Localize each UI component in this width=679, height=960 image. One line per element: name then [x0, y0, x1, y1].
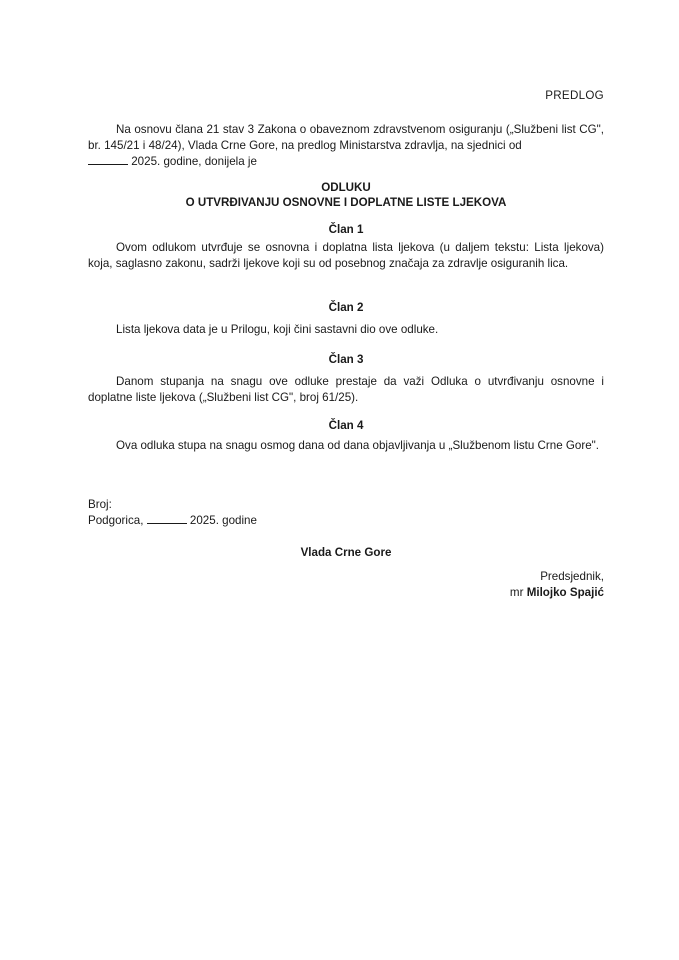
decision-title	[88, 180, 604, 210]
date-blank	[88, 154, 128, 165]
preamble-text: Na osnovu člana 21 stav 3 Zakona o obaveznom zdravstvenom osiguranju („Službeni list CG", br. 145/21 i 48/24), Vlada Crne Gore, na predlog Ministarstva zdravlja, na sjednici od	[88, 123, 604, 152]
signature-block	[380, 569, 604, 601]
proposal-mark: PREDLOG	[545, 89, 604, 102]
signature-role: Predsjednik,	[540, 570, 604, 583]
article-1-text	[88, 240, 604, 272]
decision-title-line1: ODLUKU	[321, 181, 371, 194]
government-name: Vlada Crne Gore	[300, 546, 392, 559]
article-3-text	[88, 374, 604, 406]
decision-title-line2: O UTVRĐIVANJU OSNOVNE I DOPLATNE LISTE LJEKOVA	[185, 196, 507, 209]
article-1-paragraph: Ovom odlukom utvrđuje se osnovna i doplatna lista ljekova (u daljem tekstu: Lista ljekova) koja, saglasno zakonu, sadrži ljekove koji su od posebnog značaja za zdravlje osiguranih lica.	[88, 241, 604, 270]
article-1-heading: Član 1	[328, 223, 364, 236]
place-and-date	[88, 513, 257, 529]
reference-number-label: Broj:	[88, 498, 112, 511]
article-2-heading: Član 2	[328, 301, 364, 314]
article-4-paragraph: Ova odluka stupa na snagu osmog dana od dana objavljivanja u „Službenom listu Crne Gore".	[116, 439, 599, 452]
place-label: Podgorica,	[88, 514, 144, 527]
signature-name: Milojko Spajić	[526, 586, 604, 599]
signature-line	[380, 585, 604, 601]
preamble-text-end: 2025. godine, donijela je	[131, 155, 257, 168]
article-2-paragraph: Lista ljekova data je u Prilogu, koji čini sastavni dio ove odluke.	[116, 323, 439, 336]
article-3-paragraph: Danom stupanja na snagu ove odluke prestaje da važi Odluka o utvrđivanju osnovne i doplatne liste ljekova („Službeni list CG", broj 61/25).	[88, 375, 604, 404]
article-4-heading: Član 4	[328, 419, 364, 432]
place-date: 2025. godine	[189, 514, 257, 527]
article-3-heading: Član 3	[328, 353, 364, 366]
article-2-text	[88, 322, 604, 338]
signature-prefix: mr	[509, 586, 524, 599]
preamble	[88, 122, 604, 170]
date-blank-2	[147, 513, 187, 524]
article-4-text	[88, 438, 604, 454]
